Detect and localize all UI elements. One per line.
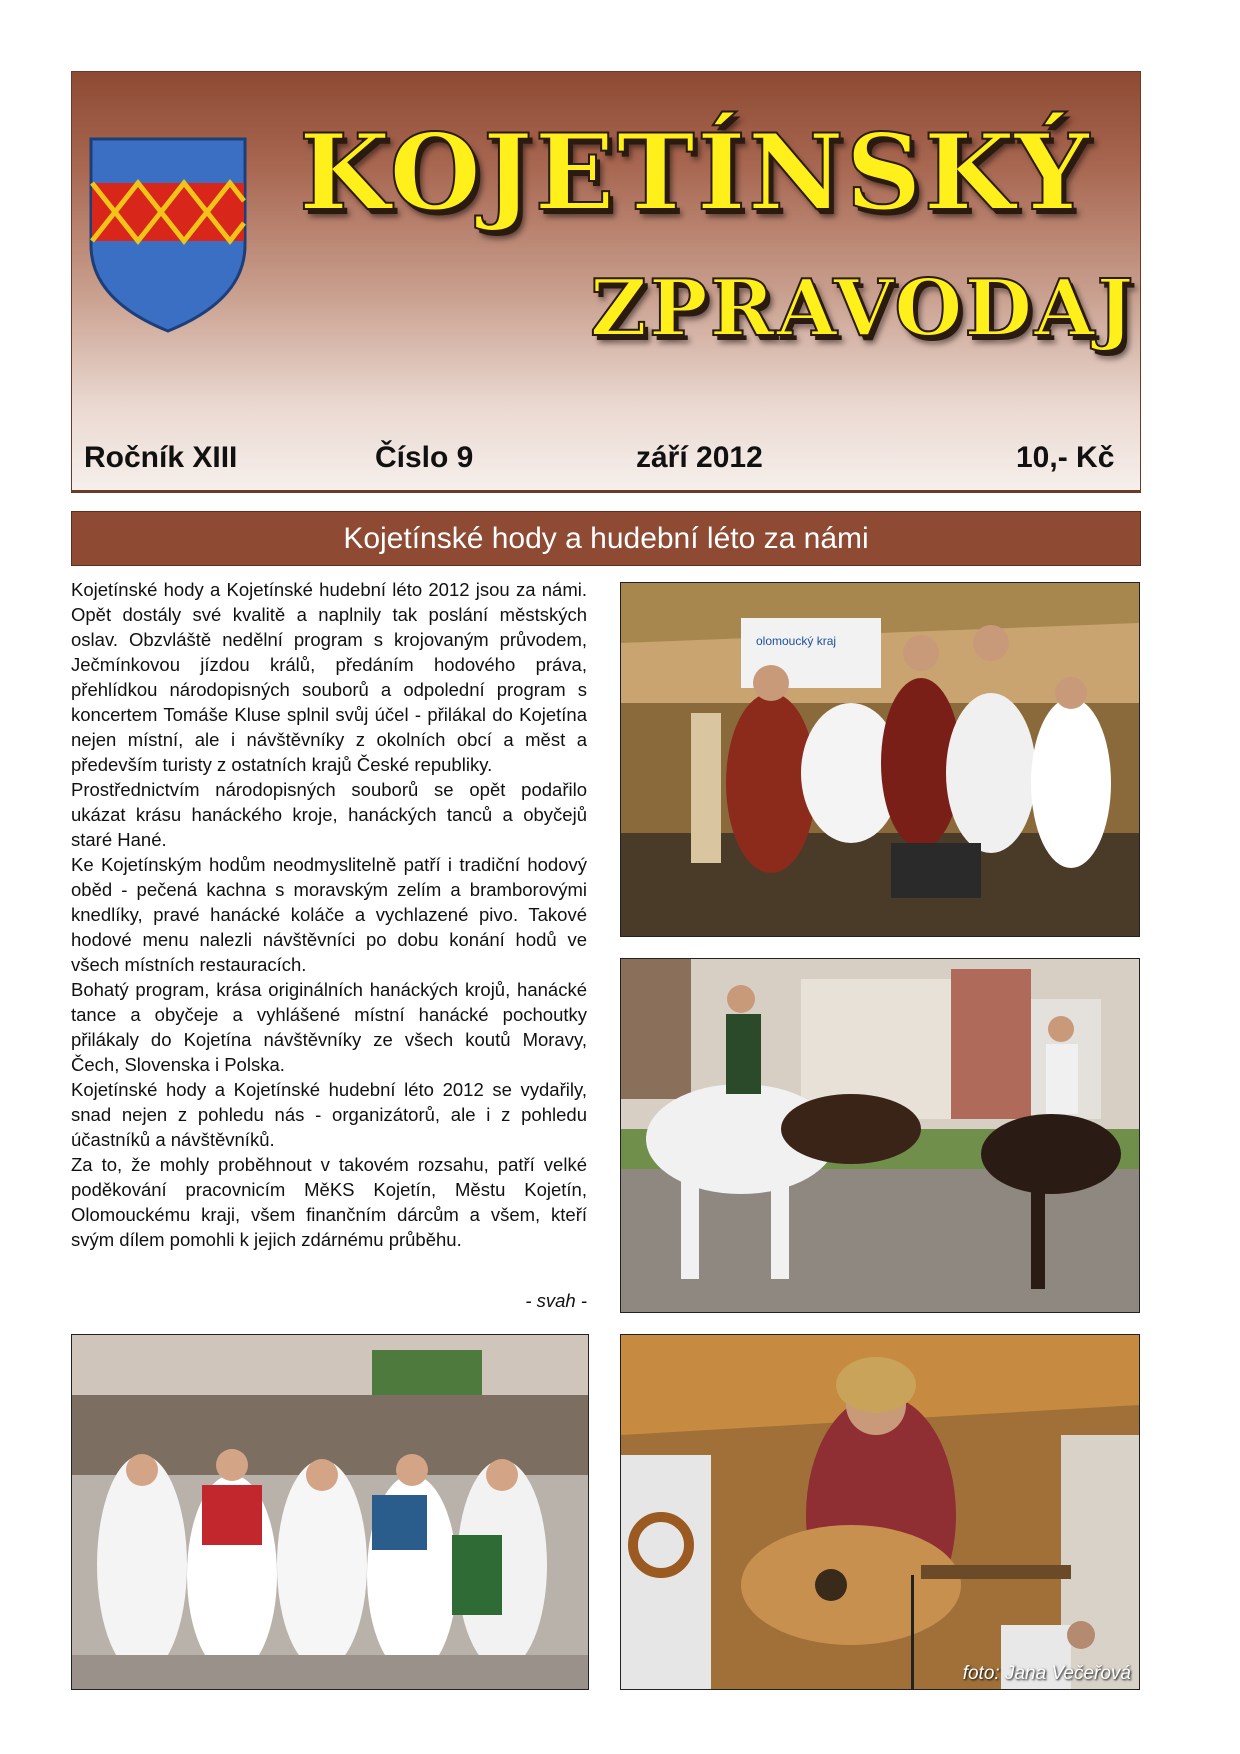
volume-label: Ročník XIII — [84, 441, 238, 474]
photo-stage-dancers — [620, 582, 1140, 937]
photo-singer-guitar — [620, 1334, 1140, 1690]
article-paragraph: Kojetínské hody a Kojetínské hudební léto 2012 jsou za námi. Opět dostály své kvalitě a naplnily tak poslání městských oslav. Obzvláště nedělní program s krojovaným průvodem, Ječmínkovou jízdou králů, předáním hodového práva, přehlídkou národopisných souborů a odpolední program s koncertem Tomáše Kluse splnil svůj účel - přilákal do Kojetína nejen místní, ale i návštěvníky z okolních obcí a měst a především turisty z ostatních krajů České republiky. — [71, 579, 587, 775]
article-paragraph: Kojetínské hody a Kojetínské hudební léto 2012 se vydařily, snad nejen z pohledu nás - organizátorů, ale i z pohledu účastníků a návštěvníků. — [71, 1079, 587, 1150]
masthead-divider — [71, 490, 1141, 493]
article-headline — [71, 511, 1141, 566]
issue-label: Číslo 9 — [375, 441, 474, 474]
date-label: září 2012 — [636, 441, 763, 474]
photo-horse-riders — [620, 958, 1140, 1313]
photo-costumed-crowd — [71, 1334, 589, 1690]
masthead-title-line2: ZPRAVODAJ — [590, 263, 1136, 354]
article-paragraph: Bohatý program, krása originálních hanáckých krojů, hanácké tance a obyčeje a vyhlášené místní hanácké pochoutky přilákaly do Kojetína návštěvníky ze všech koutů Moravy, Čech, Slovenska i Polska. — [71, 979, 587, 1075]
article-signature: - svah - — [525, 1290, 587, 1311]
article-paragraph: Prostřednictvím národopisných souborů se opět podařilo ukázat krásu hanáckého kroje, hanáckých tanců a obyčejů staré Hané. — [71, 779, 587, 850]
article-paragraph: Ke Kojetínským hodům neodmyslitelně patří i tradiční hodový oběd - pečená kachna s moravským zelím a bramborovými knedlíky, pravé hanácké koláče a vychlazené pivo. Takové hodové menu nalezli návštěvníci po dobu konání hodů ve všech místních restauracích. — [71, 854, 587, 975]
coat-of-arms-icon — [85, 135, 251, 335]
price-label: 10,- Kč — [1016, 441, 1115, 474]
article-paragraph: Za to, že mohly proběhnout v takovém rozsahu, patří velké poděkování pracovnicím MěKS Kojetín, Městu Kojetín, Olomouckému kraji, všem finančním dárcům a všem, kteří svým dílem pomohli k jejich zdárnému průběhu. — [71, 1154, 587, 1250]
article-headline-text: Kojetínské hody a hudební léto za námi — [343, 521, 869, 555]
article-body — [71, 577, 587, 1252]
masthead-title-line1: KOJETÍNSKÝ — [298, 110, 1092, 234]
stage-banner-text: olomoucký kraj — [756, 634, 837, 648]
photo-credit: foto: Jana Večeřová — [962, 1663, 1131, 1684]
